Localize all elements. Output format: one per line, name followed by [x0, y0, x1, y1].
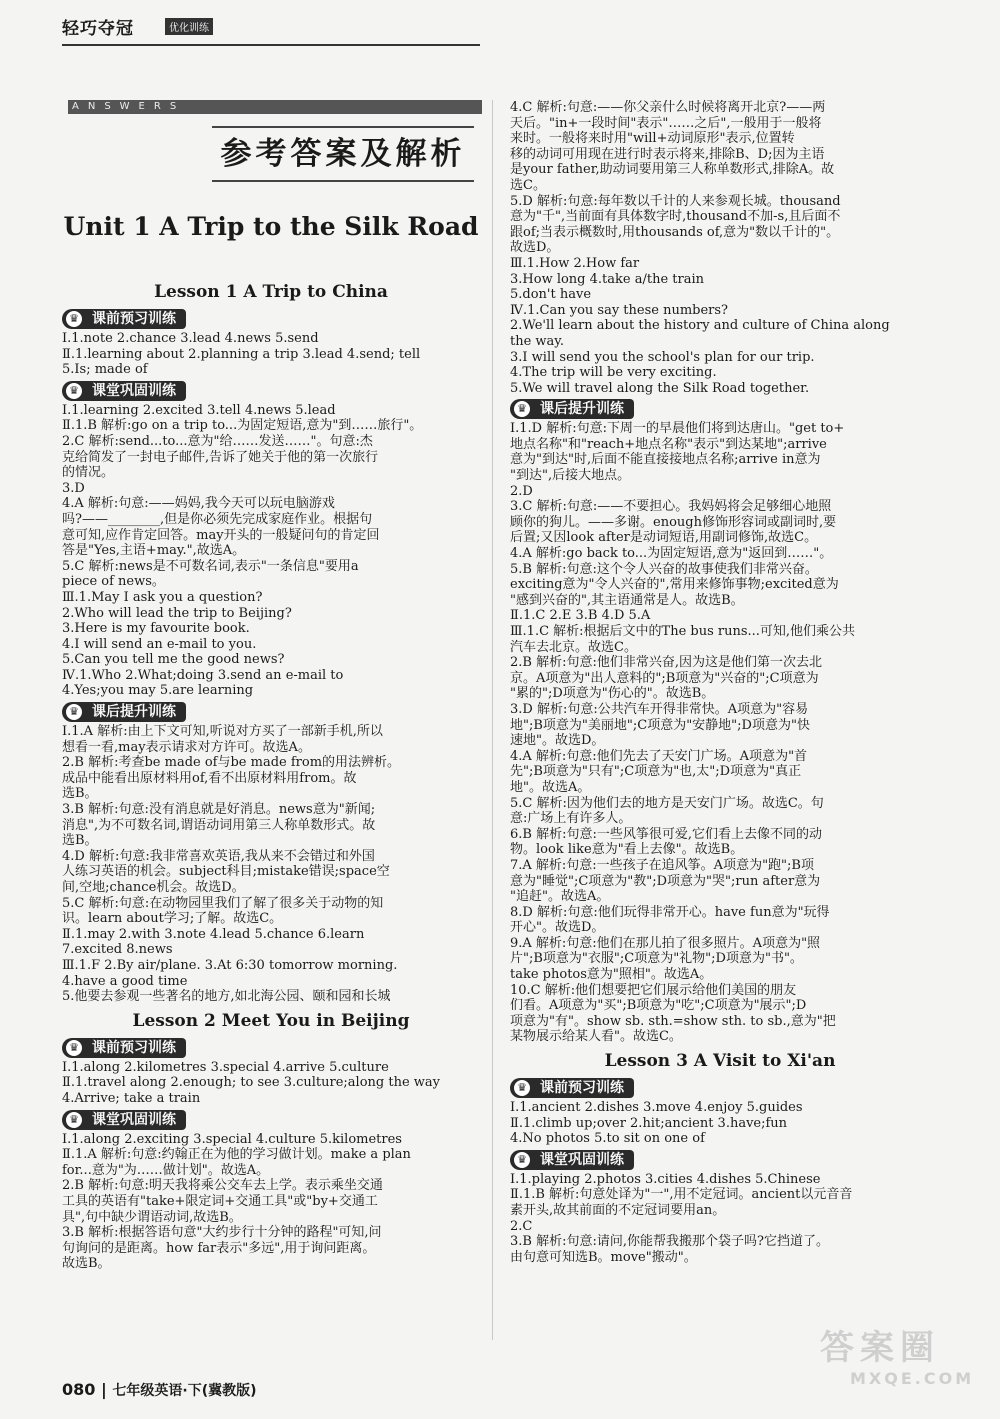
section-badge-row — [62, 306, 480, 331]
answer-line: 3.B 解析:句意:没有消息就是好消息。news意为"新闻; — [62, 802, 376, 818]
answer-line: 意为"千",当前面有具体数字时,thousand不加-s,且后面不 — [510, 209, 841, 225]
answer-line: Ⅲ.1.How 2.How far — [510, 255, 640, 271]
answer-line: 4.C 解析:句意:——你父亲什么时候将离开北京?——两 — [510, 100, 826, 115]
column-divider — [492, 100, 493, 1340]
answer-line: 故选B。 — [62, 1256, 111, 1272]
answer-line: 2.B 解析:考查be made of与be made from的用法辨析。 — [62, 755, 401, 771]
answer-line: for...意为"为……做计划"。故选A。 — [62, 1162, 270, 1178]
answer-line: 是your father,助动词要用第三人称单数形式,排除A。故 — [510, 162, 835, 178]
section-badge — [510, 1078, 634, 1098]
answer-line: Ⅰ.1.along 2.kilometres 3.special 4.arrive 5.culture — [62, 1059, 389, 1075]
answer-line: 6.B 解析:句意:一些风筝很可爱,它们看上去像不同的动 — [510, 826, 822, 842]
answer-line: "感到兴奋的",其主语通常是人。故选B。 — [510, 592, 744, 608]
answer-line: 4.A 解析:go back to...为固定短语,意为"返回到……"。 — [510, 546, 833, 562]
section-badge-label: 课前预习训练 — [92, 311, 176, 327]
section-badge — [62, 1110, 186, 1130]
answer-line: 2.B 解析:句意:他们非常兴奋,因为这是他们第一次去北 — [510, 655, 822, 671]
answer-line: 汽车去北京。故选C。 — [510, 639, 637, 655]
answer-line: 3.D 解析:句意:公共汽车开得非常快。A项意为"容易 — [510, 701, 809, 717]
answer-line: 5.C 解析:因为他们去的地方是天安门广场。故选C。句 — [510, 795, 824, 811]
answer-line: 4.D 解析:句意:我非常喜欢英语,我从来不会错过和外国 — [62, 848, 375, 864]
section-badge — [62, 1038, 186, 1058]
crown-icon: ♛ — [66, 311, 82, 327]
answer-line: 意:广场上有许多人。 — [510, 811, 632, 827]
section-badge-label: 课堂巩固训练 — [92, 382, 176, 399]
answer-line: 2.Who will lead the trip to Beijing? — [62, 605, 292, 621]
section-badge-label: 课后提升训练 — [540, 401, 624, 418]
watermark-text: 答案圈 — [820, 1328, 940, 1368]
section-badge-row — [510, 1075, 930, 1100]
answer-line: 工具的英语有"take+限定词+交通工具"或"by+交通工 — [62, 1193, 378, 1209]
page-title: 参考答案及解析 — [212, 126, 474, 182]
answer-line: 选B。 — [62, 786, 98, 802]
answer-line: 意为"到达"时,后面不能直接接地点名称;arrive in意为 — [510, 452, 821, 468]
answer-line: 成品中能看出原材料用of,看不出原材料用from。故 — [62, 770, 357, 786]
answer-line: 意可知,应作肯定回答。may开头的一般疑问句的肯定回 — [62, 527, 380, 543]
crown-icon: ♛ — [66, 704, 82, 720]
answer-line: Ⅱ.1.C 2.E 3.B 4.D 5.A — [510, 608, 651, 624]
answer-line: 项意为"有"。show sb. sth.=show sth. to sb.,意为"把 — [510, 1013, 836, 1029]
answer-line: 4.have a good time — [62, 973, 188, 989]
book-title: 七年级英语·下(冀教版) — [112, 1383, 257, 1399]
answer-line: 地";B项意为"美丽地";C项意为"安静地";D项意为"快 — [510, 717, 810, 733]
answer-line: 地"。故选A。 — [510, 779, 591, 795]
answer-line: 跟of;当表示概数时,用thousands of,意为"数以千计的"。 — [510, 224, 840, 240]
answer-line: 句询问的是距离。how far表示"多远",用于询问距离。 — [62, 1240, 376, 1256]
unit-title: Unit 1 A Trip to the Silk Road — [63, 212, 479, 241]
crown-icon: ♛ — [514, 1080, 530, 1096]
section-badge-label: 课前预习训练 — [540, 1080, 624, 1097]
section-badge-row — [62, 1035, 480, 1060]
section-badge-label: 课前预习训练 — [92, 1039, 176, 1056]
answer-line: 后置;又因look after是动词短语,用副词修饰,故选C。 — [510, 530, 818, 546]
answer-line: 5.Can you tell me the good news? — [62, 652, 285, 668]
section-badge-label: 课堂巩固训练 — [540, 1151, 624, 1168]
answer-line: 4.Arrive; take a train — [62, 1090, 201, 1106]
answer-line: Ⅱ.1.may 2.with 3.note 4.lead 5.chance 6.learn — [62, 926, 365, 942]
answer-line: 消息",为不可数名词,谓语动词用第三人称单数形式。故 — [62, 817, 376, 833]
page-footer — [62, 1380, 257, 1400]
footer-separator: | — [100, 1380, 107, 1399]
section-badge-row — [510, 1147, 930, 1172]
answer-line: 地点名称"和"reach+地点名称"表示"到达某地";arrive — [510, 436, 827, 452]
crown-icon: ♛ — [514, 401, 530, 417]
answer-line: 7.A 解析:句意:一些孩子在追风筝。A项意为"跑";B项 — [510, 857, 814, 873]
answer-line: 京。A项意为"出人意料的";B项意为"兴奋的";C项意为 — [510, 670, 819, 686]
answer-line: 3.B 解析:句意:请问,你能帮我搬那个袋子吗?它挡道了。 — [510, 1234, 829, 1250]
answer-line: 3.B 解析:根据答语句意"大约步行十分钟的路程"可知,问 — [62, 1225, 382, 1241]
section-badge — [62, 702, 186, 722]
answer-line: 9.A 解析:句意:他们在那儿拍了很多照片。A项意为"照 — [510, 935, 821, 951]
answer-line: 5.don't have — [510, 287, 592, 303]
answer-line: 2.D — [510, 483, 533, 499]
answer-line: "追赶"。故选A。 — [510, 889, 610, 905]
answer-line: 素开头,故其前面的不定冠词要用an。 — [510, 1203, 726, 1218]
answer-line: 们看。A项意为"买";B项意为"吃";C项意为"展示";D — [510, 998, 807, 1014]
answer-line: 由句意可知选B。move"搬动"。 — [510, 1249, 697, 1265]
answer-line: 间,空地;chance机会。故选D。 — [62, 880, 245, 895]
answer-line: 移的动词可用现在进行时表示将来,排除B、D;因为主语 — [510, 146, 825, 162]
answer-line: 2.B 解析:句意:明天我将乘公交车去上学。表示乘坐交通 — [62, 1178, 383, 1194]
answer-line: take photos意为"照相"。故选A。 — [510, 967, 713, 983]
answer-line: 人练习英语的机会。subject科目;mistake错误;space空 — [62, 864, 390, 880]
answer-line: Ⅳ.1.Who 2.What;doing 3.send an e-mail to — [62, 667, 344, 683]
answer-line: 4.A 解析:句意:——妈妈,我今天可以玩电脑游戏 — [62, 496, 335, 512]
answer-line: 吗?——________,但是你必须先完成家庭作业。根据句 — [62, 511, 373, 527]
answer-line: "到达",后接大地点。 — [510, 468, 631, 484]
crown-icon: ♛ — [66, 1040, 82, 1056]
answer-line: 10.C 解析:他们想要把它们展示给他们美国的朋友 — [510, 982, 797, 998]
page-number: 080 — [62, 1380, 96, 1399]
answer-line: Ⅰ.1.playing 2.photos 3.cities 4.dishes 5.Chinese — [510, 1171, 821, 1187]
section-badge-label: 课堂巩固训练 — [92, 1111, 176, 1128]
section-badge-row — [62, 699, 480, 724]
right-column — [510, 100, 930, 1265]
section-badge-row — [62, 378, 480, 403]
answer-line: Ⅰ.1.learning 2.excited 3.tell 4.news 5.lead — [62, 402, 336, 418]
answer-line: 顾你的狗儿。——多谢。enough修饰形容词或副词时,要 — [510, 514, 837, 530]
answer-line: 识。learn about学习;了解。故选C。 — [62, 911, 283, 927]
answer-line: Ⅱ.1.learning about 2.planning a trip 3.lead 4.send; tell — [62, 346, 421, 362]
answer-line: 的情况。 — [62, 465, 115, 481]
answer-line: Ⅲ.1.May I ask you a question? — [62, 589, 263, 605]
section-badge — [62, 309, 186, 329]
answer-line: 5.We will travel along the Silk Road together. — [510, 380, 810, 396]
section-badge-row — [510, 396, 930, 421]
section-badge-label: 课后提升训练 — [92, 704, 176, 721]
answer-line: Ⅱ.1.travel along 2.enough; to see 3.culture;along the way — [62, 1075, 441, 1091]
answer-line: 选C。 — [510, 177, 546, 193]
answer-line: 3.I will send you the school's plan for our trip. — [510, 349, 815, 365]
answer-line: Ⅰ.1.note 2.chance 3.lead 4.news 5.send — [62, 331, 319, 346]
answer-line: Ⅱ.1.B 解析:go on a trip to...为固定短语,意为"到……旅行"。 — [62, 418, 423, 434]
answer-line: exciting意为"令人兴奋的",常用来修饰事物;excited意为 — [510, 577, 839, 593]
answer-line: 3.How long 4.take a/the train — [510, 271, 704, 287]
answer-line: 某物展示给某人看"。故选C。 — [510, 1029, 682, 1045]
crown-icon: ♛ — [514, 1152, 530, 1168]
answer-line: 开心"。故选D。 — [510, 920, 605, 936]
answer-line: 物。look like意为"看上去像"。故选B。 — [510, 842, 744, 858]
section-badge — [510, 399, 634, 419]
answer-line: 5.B 解析:句意:这个令人兴奋的故事使我们非常兴奋。 — [510, 561, 818, 577]
header-rule — [62, 44, 480, 46]
answer-line: 3.D — [62, 480, 85, 496]
answer-line: Ⅰ.1.along 2.exciting 3.special 4.culture 5.kilometres — [62, 1131, 402, 1147]
answer-line: 5.他要去参观一些著名的地方,如北海公园、颐和园和长城 — [62, 989, 391, 1005]
section-badge — [510, 1150, 634, 1170]
answer-line: 速地"。故选D。 — [510, 733, 605, 749]
answer-line: 7.excited 8.news — [62, 942, 173, 958]
answer-line: 意为"睡觉";C项意为"教";D项意为"哭";run after意为 — [510, 873, 821, 889]
answer-line: 想看一看,may表示请求对方许可。故选A。 — [62, 739, 311, 755]
answer-line: 4.I will send an e-mail to you. — [62, 636, 257, 652]
answer-line: 3.Here is my favourite book. — [62, 621, 250, 637]
answer-line: 2.C — [510, 1218, 533, 1234]
answer-line: Ⅰ.1.ancient 2.dishes 3.move 4.enjoy 5.guides — [510, 1100, 803, 1116]
answer-line: 4.Yes;you may 5.are learning — [62, 683, 254, 699]
answer-line: Ⅳ.1.Can you say these numbers? — [510, 302, 729, 318]
answer-line: 天后。"in+一段时间"表示"……之后",一般用于一般将 — [510, 115, 822, 131]
watermark-url: MXQE.COM — [850, 1369, 975, 1388]
answer-line: 来时。一般将来时用"will+动词原形"表示,位置转 — [510, 131, 795, 147]
answer-line: piece of news。 — [62, 574, 165, 590]
answer-line: 答是"Yes,主语+may.",故选A。 — [62, 543, 246, 559]
answer-line: 4.The trip will be very exciting. — [510, 365, 717, 381]
answer-line: 5.Is; made of — [62, 362, 148, 378]
answers-banner: ANSWERS — [68, 100, 482, 114]
crown-icon: ♛ — [66, 383, 82, 399]
answer-line: 5.C 解析:句意:在动物园里我们了解了很多关于动物的知 — [62, 895, 384, 911]
answer-line: 2.We'll learn about the history and culture of China along — [510, 318, 890, 334]
lesson-title: Lesson 1 A Trip to China — [154, 282, 388, 302]
answer-line: 5.C 解析:news是不可数名词,表示"一条信息"要用a — [62, 558, 359, 574]
answer-line: 3.C 解析:句意:——不要担心。我妈妈将会足够细心地照 — [510, 499, 832, 515]
brand-tag: 优化训练 — [165, 18, 213, 35]
lesson-title: Lesson 2 Meet You in Beijing — [132, 1010, 410, 1031]
answer-line: 先";B项意为"只有";C项意为"也,太";D项意为"真正 — [510, 764, 802, 780]
answer-line: 4.No photos 5.to sit on one of — [510, 1131, 705, 1147]
answer-line: 故选D。 — [510, 240, 560, 256]
answer-line: 片";B项意为"衣服";C项意为"礼物";D项意为"书"。 — [510, 951, 803, 967]
brand-logo: 轻巧夺冠 — [62, 19, 134, 39]
answer-line: "累的";D项意为"伤心的"。故选B。 — [510, 686, 715, 702]
left-column — [62, 276, 480, 1272]
answer-line: 具",句中缺少谓语动词,故选B。 — [62, 1209, 242, 1225]
answer-line: Ⅰ.1.D 解析:句意:下周一的早晨他们将到达唐山。"get to+ — [510, 421, 845, 437]
answer-line: Ⅱ.1.B 解析:句意处译为"一",用不定冠词。ancient以元音音 — [510, 1187, 853, 1203]
section-badge-row — [62, 1107, 480, 1132]
answer-line: 2.C 解析:send...to...意为"给……发送……"。句意:杰 — [62, 433, 373, 449]
answer-line: 5.D 解析:句意:每年数以千计的人来参观长城。thousand — [510, 193, 841, 209]
answer-line: the way. — [510, 333, 565, 349]
answer-line: 4.A 解析:句意:他们先去了天安门广场。A项意为"首 — [510, 748, 808, 764]
answer-line: 选B。 — [62, 833, 98, 849]
section-badge — [62, 381, 186, 401]
lesson-title: Lesson 3 A Visit to Xi'an — [604, 1051, 836, 1072]
answer-line: 8.D 解析:句意:他们玩得非常开心。have fun意为"玩得 — [510, 904, 830, 920]
answer-line: Ⅲ.1.F 2.By air/plane. 3.At 6:30 tomorrow morning. — [62, 957, 398, 973]
answer-line: Ⅰ.1.A 解析:由上下文可知,听说对方买了一部新手机,所以 — [62, 724, 383, 740]
answer-line: 克给简发了一封电子邮件,告诉了她关于他的第一次旅行 — [62, 449, 379, 465]
answer-line: Ⅲ.1.C 解析:根据后文中的The bus runs...可知,他们乘公共 — [510, 624, 856, 639]
crown-icon: ♛ — [66, 1112, 82, 1128]
watermark — [820, 1320, 990, 1400]
answer-line: Ⅱ.1.A 解析:句意:约翰正在为他的学习做计划。make a plan — [62, 1147, 411, 1163]
answer-line: Ⅱ.1.climb up;over 2.hit;ancient 3.have;fun — [510, 1115, 788, 1131]
